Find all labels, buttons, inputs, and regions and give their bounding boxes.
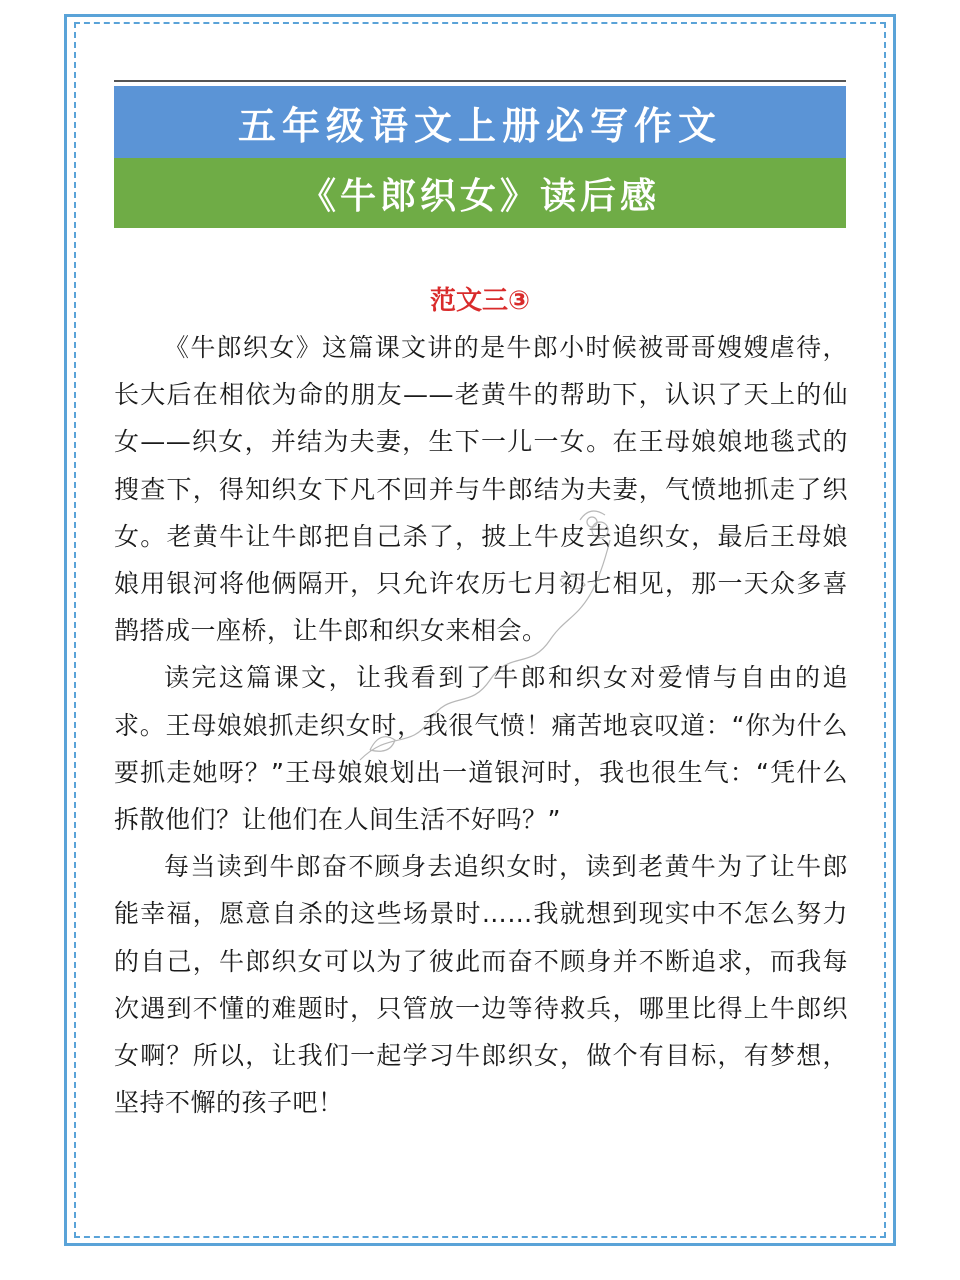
essay-title: 范文三③ [429, 286, 530, 316]
essay-body [114, 324, 848, 1126]
header-title-banner [114, 86, 846, 158]
essay-paragraph: 《牛郎织女》这篇课文讲的是牛郎小时候被哥哥嫂嫂虐待，长大后在相依为命的朋友——老黄牛的帮助下，认识了天上的仙女——织女，并结为夫妻，生下一儿一女。在王母娘娘地毯式的搜查下，得知织女下凡不回并与牛郎结为夫妻，气愤地抓走了织女。老黄牛让牛郎把自己杀了，披上牛皮去追织女，最后王母娘娘用银河将他俩隔开，只允许农历七月初七相见，那一天众多喜鹊搭成一座桥，让牛郎和织女来相会。 [114, 333, 848, 646]
essay-paragraph: 读完这篇课文，让我看到了牛郎和织女对爱情与自由的追求。王母娘娘抓走织女时，我很气愤！痛苦地哀叹道：“你为什么要抓走她呀？”王母娘娘划出一道银河时，我也很生气：“凭什么拆散他们？让他们在人间生活不好吗？” [114, 663, 848, 835]
header-title: 五年级语文上册必写作文 [237, 102, 722, 148]
header-subtitle-banner [114, 158, 846, 228]
header-subtitle: 《牛郎织女》读后感 [299, 174, 660, 217]
essay-paragraph: 每当读到牛郎奋不顾身去追织女时，读到老黄牛为了让牛郎能幸福，愿意自杀的这些场景时……我就想到现实中不怎么努力的自己，牛郎织女可以为了彼此而奋不顾身并不断追求，而我每次遇到不懂的难题时，只管放一边等待救兵，哪里比得上牛郎织女啊？所以，让我们一起学习牛郎织女，做个有目标，有梦想，坚持不懈的孩子吧！ [114, 852, 848, 1118]
top-divider [114, 80, 846, 82]
